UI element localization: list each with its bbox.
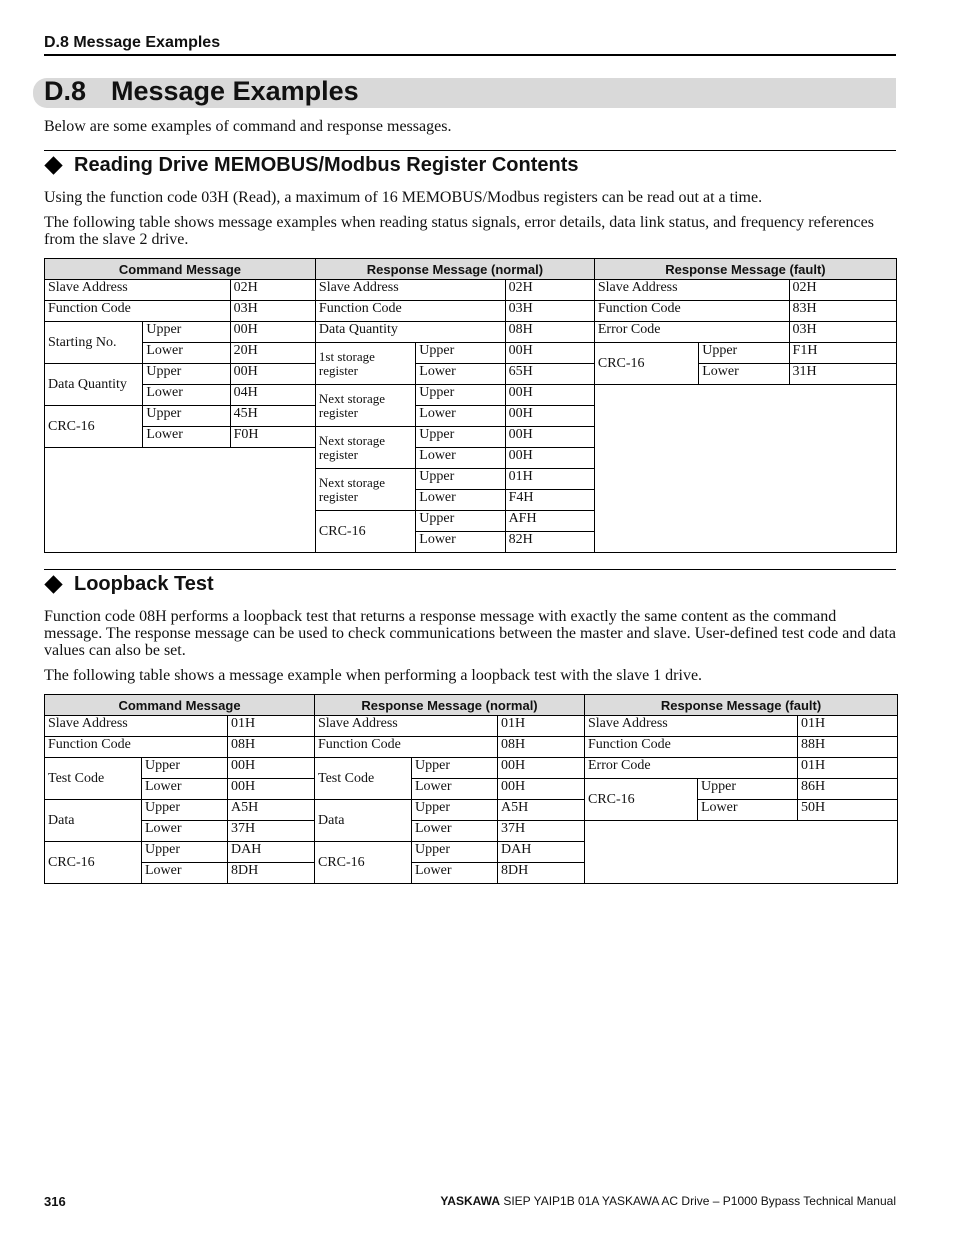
table-cell: Slave Address — [45, 280, 231, 301]
table-cell: Error Code — [594, 322, 789, 343]
read-heading-text: Reading Drive MEMOBUS/Modbus Register Contents — [74, 154, 579, 176]
table-cell: 01H — [228, 716, 315, 737]
table-cell: Upper — [416, 385, 505, 406]
footer-doc-text: SIEP YAIP1B 01A YASKAWA AC Drive – P1000 Bypass Technical Manual — [503, 1194, 896, 1208]
table-header: Response Message (fault) — [594, 259, 896, 280]
read-message-table — [44, 258, 897, 553]
table-cell: 37H — [498, 821, 585, 842]
diamond-bullet-icon — [44, 575, 62, 593]
table-cell: Lower — [416, 364, 505, 385]
table-cell: Lower — [142, 779, 228, 800]
table-cell: F4H — [505, 490, 594, 511]
table-cell: 00H — [505, 385, 594, 406]
table-cell: Upper — [143, 406, 230, 427]
table-cell: 00H — [498, 758, 585, 779]
table-cell: 00H — [505, 343, 594, 364]
table-cell: CRC-16 — [45, 842, 142, 884]
table-header: Command Message — [45, 695, 315, 716]
diamond-bullet-icon — [44, 156, 62, 174]
table-cell: Lower — [412, 779, 498, 800]
table-cell: Upper — [412, 842, 498, 863]
table-cell: Lower — [142, 821, 228, 842]
table-header: Response Message (normal) — [315, 259, 594, 280]
table-cell: 83H — [789, 301, 896, 322]
table-cell: Lower — [143, 427, 230, 448]
loopback-para-2: The following table shows a message example when performing a loopback test with the slave 1 drive. — [44, 667, 703, 684]
table-cell: CRC-16 — [315, 842, 412, 884]
table-cell: 08H — [228, 737, 315, 758]
table-cell: 02H — [505, 280, 594, 301]
table-cell: 00H — [505, 448, 594, 469]
table-cell: CRC-16 — [594, 343, 698, 385]
table-cell: Data — [45, 800, 142, 842]
table-header: Response Message (fault) — [585, 695, 898, 716]
table-cell: 04H — [230, 385, 315, 406]
table-cell: 88H — [798, 737, 898, 758]
table-cell: Test Code — [315, 758, 412, 800]
table-cell: DAH — [228, 842, 315, 863]
table-cell: Slave Address — [585, 716, 798, 737]
table-cell: 01H — [505, 469, 594, 490]
table-cell: 8DH — [498, 863, 585, 884]
table-cell: 65H — [505, 364, 594, 385]
table-cell: Data — [315, 800, 412, 842]
table-cell: Data Quantity — [315, 322, 505, 343]
table-cell: Slave Address — [45, 716, 228, 737]
section-rule — [44, 569, 896, 570]
table-cell: 45H — [230, 406, 315, 427]
table-cell: Function Code — [45, 737, 228, 758]
table-cell: Starting No. — [45, 322, 143, 364]
table-cell: Upper — [142, 842, 228, 863]
table-cell: Upper — [143, 322, 230, 343]
section-number: D.8 — [44, 76, 87, 106]
table-cell: CRC-16 — [585, 779, 698, 821]
table-cell: Upper — [412, 800, 498, 821]
table-cell: 01H — [498, 716, 585, 737]
table-cell: Upper — [412, 758, 498, 779]
table-cell: CRC-16 — [45, 406, 143, 448]
table-cell: A5H — [498, 800, 585, 821]
table-blank — [594, 385, 896, 553]
table-cell: 03H — [505, 301, 594, 322]
footer-doc-title — [440, 1194, 896, 1208]
table-cell: Next storage register — [315, 427, 415, 469]
table-cell: Lower — [142, 863, 228, 884]
running-head: D.8 Message Examples — [44, 34, 221, 51]
table-cell: 37H — [228, 821, 315, 842]
table-header: Command Message — [45, 259, 316, 280]
table-cell: 00H — [228, 779, 315, 800]
table-cell: 00H — [498, 779, 585, 800]
table-cell: 50H — [798, 800, 898, 821]
table-cell: Upper — [698, 779, 798, 800]
table-cell: Function Code — [315, 301, 505, 322]
table-cell: 03H — [230, 301, 315, 322]
table-cell: 02H — [230, 280, 315, 301]
table-cell: CRC-16 — [315, 511, 415, 553]
read-heading — [44, 154, 579, 177]
table-cell: Upper — [416, 469, 505, 490]
table-cell: 08H — [505, 322, 594, 343]
table-cell: Function Code — [45, 301, 231, 322]
table-cell: Upper — [142, 800, 228, 821]
table-cell: 00H — [228, 758, 315, 779]
table-cell: Upper — [416, 427, 505, 448]
table-cell: 00H — [230, 322, 315, 343]
table-cell: 00H — [230, 364, 315, 385]
table-cell: 20H — [230, 343, 315, 364]
table-cell: 03H — [789, 322, 896, 343]
table-cell: 01H — [798, 716, 898, 737]
table-cell: Slave Address — [594, 280, 789, 301]
table-cell: A5H — [228, 800, 315, 821]
table-cell: AFH — [505, 511, 594, 532]
table-cell: Upper — [416, 511, 505, 532]
table-cell: F1H — [789, 343, 896, 364]
page-number: 316 — [44, 1194, 66, 1209]
table-cell: Lower — [416, 490, 505, 511]
read-para-2: The following table shows message examples when reading status signals, error details, data link status, and frequency references from the slave 2 drive. — [44, 214, 874, 248]
table-blank — [45, 448, 316, 553]
table-cell: Lower — [416, 532, 505, 553]
table-cell: Lower — [412, 863, 498, 884]
table-cell: Lower — [143, 385, 230, 406]
table-cell: Data Quantity — [45, 364, 143, 406]
table-blank — [585, 821, 898, 884]
table-cell: Test Code — [45, 758, 142, 800]
intro-text: Below are some examples of command and response messages. — [44, 118, 452, 135]
table-cell: 08H — [498, 737, 585, 758]
table-cell: Function Code — [315, 737, 498, 758]
table-cell: Function Code — [594, 301, 789, 322]
loopback-para-1: Function code 08H performs a loopback test that returns a response message with exactly the same content as the command message. The response message can be used to check communications between the master and slave. User-defined test code and data values can also be set. — [44, 608, 896, 659]
table-cell: Error Code — [585, 758, 798, 779]
table-cell: Lower — [699, 364, 789, 385]
table-cell: 86H — [798, 779, 898, 800]
table-cell: Lower — [698, 800, 798, 821]
header-rule — [44, 54, 896, 56]
table-cell: Upper — [143, 364, 230, 385]
table-header: Response Message (normal) — [315, 695, 585, 716]
table-cell: F0H — [230, 427, 315, 448]
loopback-heading — [44, 573, 214, 596]
table-cell: Lower — [416, 406, 505, 427]
table-cell: Upper — [416, 343, 505, 364]
table-cell: 00H — [505, 406, 594, 427]
table-cell: 00H — [505, 427, 594, 448]
table-cell: Next storage register — [315, 385, 415, 427]
table-cell: Upper — [699, 343, 789, 364]
table-cell: Lower — [412, 821, 498, 842]
table-cell: Upper — [142, 758, 228, 779]
table-cell: 8DH — [228, 863, 315, 884]
table-cell: Lower — [143, 343, 230, 364]
table-cell: Slave Address — [315, 716, 498, 737]
section-rule — [44, 150, 896, 151]
table-cell: 01H — [798, 758, 898, 779]
table-cell: 82H — [505, 532, 594, 553]
page-title — [44, 76, 359, 107]
loopback-message-table — [44, 694, 898, 884]
table-cell: DAH — [498, 842, 585, 863]
read-para-1: Using the function code 03H (Read), a maximum of 16 MEMOBUS/Modbus registers can be read out at a time. — [44, 189, 763, 206]
table-cell: 31H — [789, 364, 896, 385]
table-cell: 1st storage register — [315, 343, 415, 385]
table-cell: Next storage register — [315, 469, 415, 511]
table-cell: 02H — [789, 280, 896, 301]
footer-brand: YASKAWA — [440, 1194, 500, 1208]
table-cell: Lower — [416, 448, 505, 469]
section-title: Message Examples — [111, 76, 359, 106]
loopback-heading-text: Loopback Test — [74, 573, 214, 595]
table-cell: Slave Address — [315, 280, 505, 301]
table-cell: Function Code — [585, 737, 798, 758]
